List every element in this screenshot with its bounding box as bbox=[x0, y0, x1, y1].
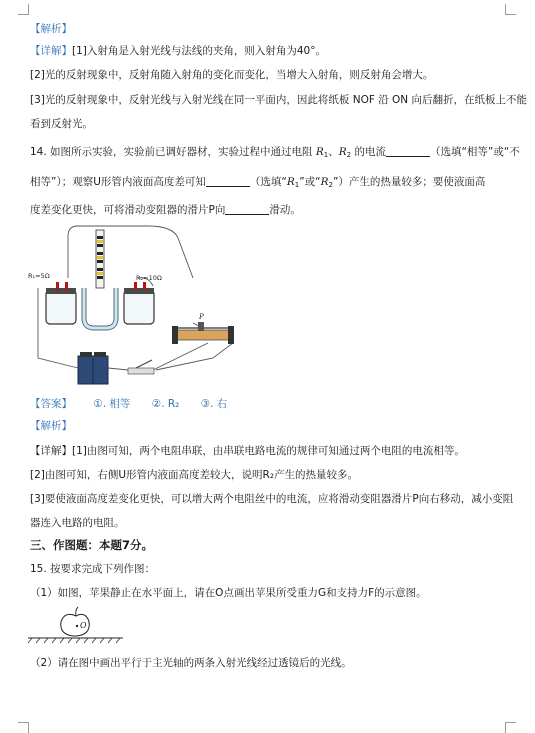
q14-line-1: 14. 如图所示实验，实验前已调好器材，实验过程中通过电阻 $R_1$、$R_2$ 的电流 （选填“相等”或“不 bbox=[30, 146, 520, 159]
answer-blank bbox=[225, 203, 269, 215]
q14-line-3: 度差变化更快，可将滑动变阻器的滑片P向 滑动。 bbox=[30, 204, 301, 216]
answer-blank bbox=[386, 145, 430, 157]
answer-line: 【答案】 ①. 相等 ②. R₂ ③. 右 bbox=[30, 398, 228, 410]
detail-line-3: [3]光的反射现象中，反射光线与入射光线在同一平面内，因此将纸板 NOF 沿 ON 向后翻折，在纸板上不能 bbox=[30, 94, 527, 106]
detail-line-2: [2]光的反射现象中，反射角随入射角的变化而变化，当增大入射角，则反射角会增大。 bbox=[30, 69, 434, 81]
r1-label: R₁=5Ω bbox=[28, 272, 50, 280]
circuit-figure bbox=[28, 218, 248, 393]
q15-line-2: （1）如图，苹果静止在水平面上，请在O点画出苹果所受重力G和支持力F的示意图。 bbox=[30, 587, 427, 599]
detail-line-4: 看到反射光。 bbox=[30, 118, 93, 130]
apple-figure bbox=[28, 604, 128, 646]
analysis-tag-2: 【解析】 bbox=[30, 420, 72, 432]
detail2-line-1: 【详解】[1]由图可知，两个电阻串联，由串联电路电流的规律可知通过两个电阻的电流相等。 bbox=[30, 445, 465, 457]
q14-line-2: 相等”）；观察U形管内液面高度差可知 （选填“$R_1$”或“$R_2$”）产生的热量较多；要使液面高 bbox=[30, 176, 486, 189]
section-heading: 三、作图题：本题7分。 bbox=[30, 538, 154, 552]
r2-label: R₂=10Ω bbox=[136, 274, 162, 282]
point-o-label: O bbox=[80, 621, 87, 630]
crop-mark bbox=[18, 722, 29, 733]
analysis-tag: 【解析】 bbox=[30, 23, 72, 35]
q15-line-3: （2）请在图中画出平行于主光轴的两条入射光线经过透镜后的光线。 bbox=[30, 657, 352, 669]
q15-line-1: 15. 按要求完成下列作图： bbox=[30, 563, 156, 575]
answer-blank bbox=[206, 175, 250, 187]
detail-line-1: 【详解】[1]入射角是入射光线与法线的夹角，则入射角为40°。 bbox=[30, 45, 326, 57]
detail2-line-3: [3]要使液面高度差变化更快，可以增大两个电阻丝中的电流，应将滑动变阻器滑片P向右移动，减小变阻 bbox=[30, 493, 514, 505]
crop-mark bbox=[505, 722, 516, 733]
crop-mark bbox=[505, 4, 516, 15]
slider-label: P bbox=[199, 313, 204, 321]
detail2-line-4: 器连入电路的电阻。 bbox=[30, 517, 125, 529]
detail2-line-2: [2]由图可知，右侧U形管内液面高度差较大，说明R₂产生的热量较多。 bbox=[30, 469, 359, 481]
crop-mark bbox=[18, 4, 29, 15]
